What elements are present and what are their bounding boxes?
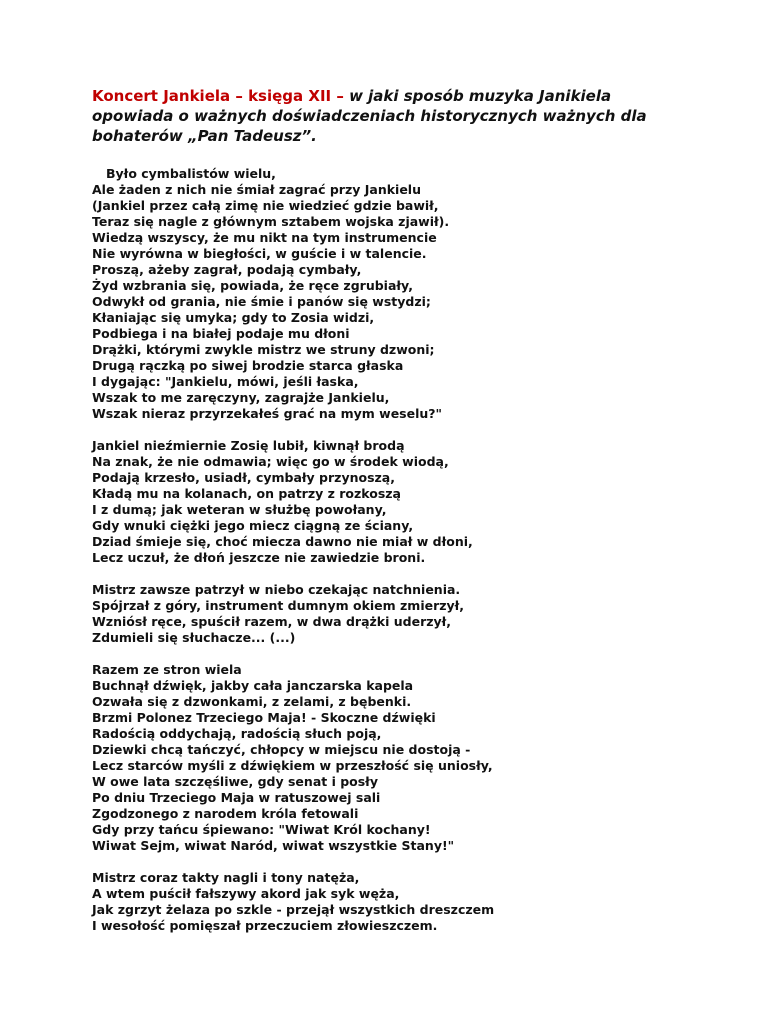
poem-line: Dziad śmieje się, choć miecza dawno nie miał w dłoni, bbox=[92, 534, 473, 549]
poem-line: Na znak, że nie odmawia; więc go w środek wiodą, bbox=[92, 454, 449, 469]
document-heading bbox=[92, 86, 692, 146]
poem-line: Mistrz zawsze patrzył w niebo czekając natchnienia. bbox=[92, 582, 461, 597]
poem-line: Nie wyrówna w biegłości, w guście i w talencie. bbox=[92, 246, 427, 261]
poem-line: Teraz się nagle z głównym sztabem wojska zjawił). bbox=[92, 214, 450, 229]
heading-title: Koncert Jankiela – księga XII – bbox=[92, 87, 350, 105]
poem-line: Wzniósł ręce, spuścił razem, w dwa drążki uderzył, bbox=[92, 614, 452, 629]
poem-line: Jankiel nieźmiernie Zosię lubił, kiwnął brodą bbox=[92, 438, 405, 453]
poem-line: Było cymbalistów wielu, bbox=[106, 166, 276, 181]
stanza bbox=[92, 870, 708, 934]
poem-line: I dygając: "Jankielu, mówi, jeśli łaska, bbox=[92, 374, 359, 389]
poem-line: Ozwała się z dzwonkami, z zelami, z bębenki. bbox=[92, 694, 412, 709]
poem-line: Zgodzonego z narodem króla fetowali bbox=[92, 806, 359, 821]
poem-line: I z dumą; jak weteran w służbę powołany, bbox=[92, 502, 387, 517]
poem-line: Lecz starców myśli z dźwiękiem w przeszłość się uniosły, bbox=[92, 758, 493, 773]
poem-line: Radością oddychają, radością słuch poją, bbox=[92, 726, 382, 741]
stanza bbox=[92, 662, 708, 854]
poem-line: A wtem puścił fałszywy akord jak syk węża, bbox=[92, 886, 400, 901]
poem-line: Spójrzał z góry, instrument dumnym okiem zmierzył, bbox=[92, 598, 465, 613]
poem-line: Ale żaden z nich nie śmiał zagrać przy Jankielu bbox=[92, 182, 421, 197]
poem-line: (Jankiel przez całą zimę nie wiedzieć gdzie bawił, bbox=[92, 198, 439, 213]
poem-line: Wiedzą wszyscy, że mu nikt na tym instrumencie bbox=[92, 230, 437, 245]
poem-line: Mistrz coraz takty nagli i tony natęża, bbox=[92, 870, 360, 885]
poem-line: Kładą mu na kolanach, on patrzy z rozkoszą bbox=[92, 486, 401, 501]
poem-line: I wesołość pomięszał przeczuciem złowieszczem. bbox=[92, 918, 438, 933]
poem-line: Proszą, ażeby zagrał, podają cymbały, bbox=[92, 262, 362, 277]
poem-line: Drugą rączką po siwej brodzie starca głaska bbox=[92, 358, 404, 373]
poem-line: Razem ze stron wiela bbox=[92, 662, 242, 677]
poem-line: Jak zgrzyt żelaza po szkle - przejął wszystkich dreszczem bbox=[92, 902, 495, 917]
stanza bbox=[92, 582, 708, 646]
poem-line: Wszak to me zaręczyny, zagrajże Jankielu, bbox=[92, 390, 390, 405]
poem-line: Kłaniając się umyka; gdy to Zosia widzi, bbox=[92, 310, 375, 325]
poem-line: Wszak nieraz przyrzekałeś grać na mym weselu?" bbox=[92, 406, 443, 421]
poem-line: Gdy wnuki ciężki jego miecz ciągną ze ściany, bbox=[92, 518, 414, 533]
poem-line: Podbiega i na białej podaje mu dłoni bbox=[92, 326, 350, 341]
poem-line: W owe lata szczęśliwe, gdy senat i posły bbox=[92, 774, 378, 789]
poem-line: Zdumieli się słuchacze... (...) bbox=[92, 630, 296, 645]
poem-line: Dziewki chcą tańczyć, chłopcy w miejscu nie dostoją - bbox=[92, 742, 471, 757]
poem-line: Buchnął dźwięk, jakby cała janczarska kapela bbox=[92, 678, 414, 693]
poem-line: Wiwat Sejm, wiwat Naród, wiwat wszystkie Stany!" bbox=[92, 838, 455, 853]
stanza bbox=[92, 166, 708, 422]
heading-question: w jaki sposób muzyka Janikiela opowiada o ważnych doświadczeniach historycznych ważnych dla bohaterów „Pan Tadeusz”. bbox=[92, 87, 647, 145]
stanza bbox=[92, 438, 708, 566]
poem-body bbox=[92, 166, 708, 934]
poem-line: Gdy przy tańcu śpiewano: "Wiwat Król kochany! bbox=[92, 822, 431, 837]
poem-line: Odwykł od grania, nie śmie i panów się wstydzi; bbox=[92, 294, 431, 309]
poem-line: Żyd wzbrania się, powiada, że ręce zgrubiały, bbox=[92, 278, 413, 293]
poem-line: Podają krzesło, usiadł, cymbały przynoszą, bbox=[92, 470, 395, 485]
poem-line: Lecz uczuł, że dłoń jeszcze nie zawiedzie broni. bbox=[92, 550, 426, 565]
poem-line: Po dniu Trzeciego Maja w ratuszowej sali bbox=[92, 790, 381, 805]
poem-line: Brzmi Polonez Trzeciego Maja! - Skoczne dźwięki bbox=[92, 710, 436, 725]
poem-line: Drążki, którymi zwykle mistrz we struny dzwoni; bbox=[92, 342, 435, 357]
